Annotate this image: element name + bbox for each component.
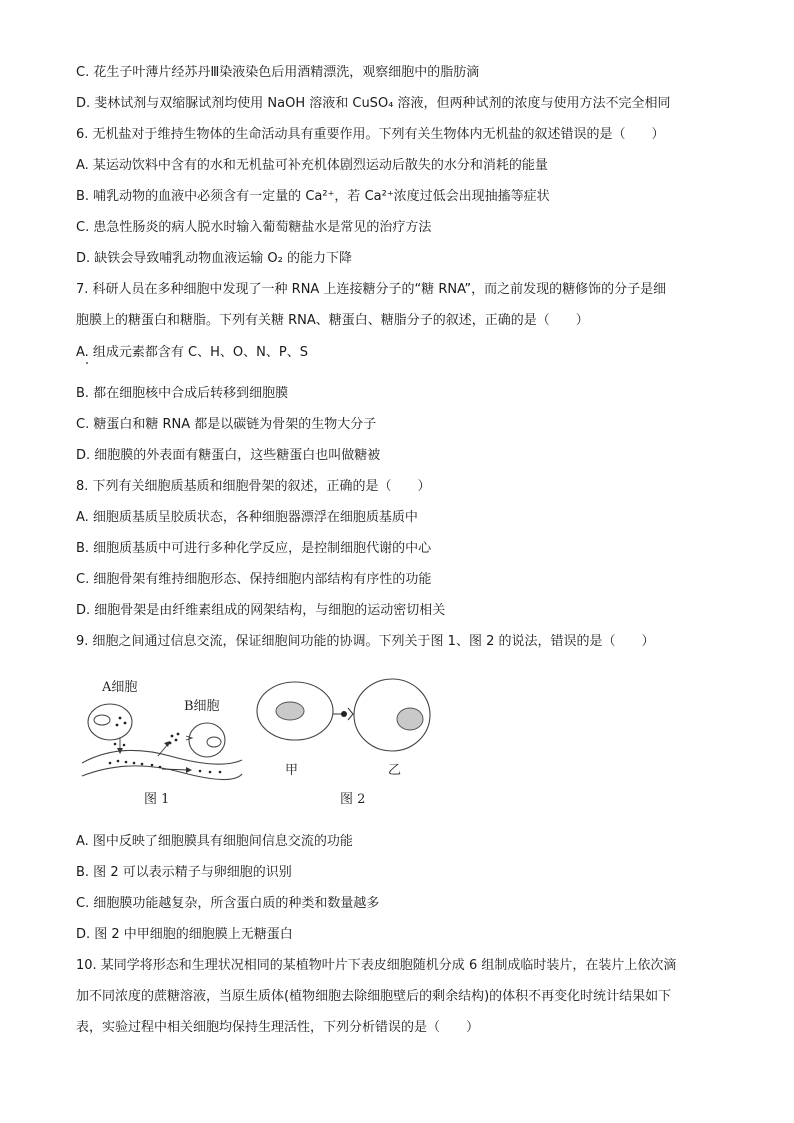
signal-dot [219, 771, 222, 774]
text-line: A. 某运动饮料中含有的水和无机盐可补充机体剧烈运动后散失的水分和消耗的能量 [76, 158, 548, 173]
signal-dot [159, 766, 162, 769]
text-line: B. 都在细胞核中合成后转移到细胞膜 [76, 386, 289, 401]
text-line: A. 细胞质基质呈胶质状态，各种细胞器漂浮在细胞质基质中 [76, 510, 418, 525]
signal-dot [123, 744, 126, 747]
signal-dot [177, 733, 180, 736]
cell-signal-figures [80, 676, 440, 814]
b-cell-label: B细胞 [184, 699, 220, 714]
text-line: C. 糖蛋白和糖 RNA 都是以碳链为骨架的生物大分子 [76, 417, 377, 432]
figures-area [80, 676, 440, 814]
yi-receptor [348, 708, 353, 720]
text-line: C. 细胞膜功能越复杂，所含蛋白质的种类和数量越多 [76, 896, 380, 911]
stray-dot [86, 362, 88, 364]
text-line: 8. 下列有关细胞质基质和细胞骨架的叙述，正确的是（ ） [76, 479, 431, 494]
signal-dot [175, 739, 178, 742]
text-line: A. 组成元素都含有 C、H、O、N、P、S [76, 345, 308, 360]
jia-nucleus [276, 702, 304, 720]
text-line: 10. 某同学将形态和生理状况相同的某植物叶片下表皮细胞随机分成 6 组制成临时装片，在装片上依次滴 [76, 958, 677, 973]
signal-dot [199, 770, 202, 773]
figure-2 [257, 679, 430, 807]
a-signal-dot [116, 724, 119, 727]
text-line: 9. 细胞之间通过信息交流，保证细胞间功能的协调。下列关于图 1、图 2 的说法，错误的是（ ） [76, 634, 655, 649]
a-cell-nucleus [94, 715, 110, 725]
signal-dot [133, 762, 136, 765]
figure-1 [82, 680, 242, 807]
a-signal-dot [119, 717, 122, 720]
yi-label: 乙 [388, 763, 402, 778]
text-line: C. 细胞骨架有维持细胞形态、保持细胞内部结构有序性的功能 [76, 572, 432, 587]
text-line: D. 细胞膜的外表面有糖蛋白，这些糖蛋白也叫做糖被 [76, 448, 381, 463]
flow-arrow [162, 769, 188, 770]
blood-vessel-lower-wall [82, 766, 242, 780]
a-cell-label: A细胞 [102, 680, 138, 695]
blood-vessel-upper-wall [82, 750, 242, 764]
figure-2-caption: 图 2 [340, 792, 366, 807]
yi-nucleus [397, 708, 423, 730]
text-line: D. 图 2 中甲细胞的细胞膜上无糖蛋白 [76, 927, 293, 942]
signal-dot [117, 760, 120, 763]
text-line: 胞膜上的糖蛋白和糖脂。下列有关糖 RNA、糖蛋白、糖脂分子的叙述，正确的是（ ） [76, 313, 589, 328]
text-line: B. 细胞质基质中可进行多种化学反应，是控制细胞代谢的中心 [76, 541, 432, 556]
signal-dot [171, 735, 174, 738]
text-line: 6. 无机盐对于维持生物体的生命活动具有重要作用。下列有关生物体内无机盐的叙述错误的是（ ） [76, 127, 665, 142]
text-line: 加不同浓度的蔗糖溶液，当原生质体(植物细胞去除细胞壁后的剩余结构)的体积不再变化时统计结果如下 [76, 989, 672, 1004]
text-line: 7. 科研人员在多种细胞中发现了一种 RNA 上连接糖分子的“糖 RNA”，而之前发现的糖修饰的分子是细 [76, 282, 667, 297]
signal-dot [125, 761, 128, 764]
text-line: C. 花生子叶薄片经苏丹Ⅲ染液染色后用酒精漂洗，观察细胞中的脂肪滴 [76, 65, 480, 80]
signal-dot [151, 764, 154, 767]
text-line: B. 图 2 可以表示精子与卵细胞的识别 [76, 865, 292, 880]
flow-arrow-head [186, 767, 192, 773]
figure-1-caption: 图 1 [144, 792, 170, 807]
signal-molecule [341, 711, 347, 717]
text-line: C. 患急性肠炎的病人脱水时输入葡萄糖盐水是常见的治疗方法 [76, 220, 432, 235]
signal-dot [141, 763, 144, 766]
jia-label: 甲 [285, 763, 299, 778]
a-signal-dot [124, 722, 127, 725]
signal-dot [109, 762, 112, 765]
signal-dot [114, 743, 117, 746]
text-line: A. 图中反映了细胞膜具有细胞间信息交流的功能 [76, 834, 353, 849]
text-line: D. 缺铁会导致哺乳动物血液运输 O₂ 的能力下降 [76, 251, 352, 266]
signal-dot [209, 771, 212, 774]
text-line: 表，实验过程中相关细胞均保持生理活性，下列分析错误的是（ ） [76, 1020, 480, 1035]
text-line: D. 斐林试剂与双缩脲试剂均使用 NaOH 溶液和 CuSO₄ 溶液，但两种试剂的浓度与使用方法不完全相同 [76, 96, 671, 111]
b-cell-nucleus [207, 737, 221, 747]
text-line: B. 哺乳动物的血液中必须含有一定量的 Ca²⁺，若 Ca²⁺浓度过低会出现抽搐等症状 [76, 189, 550, 204]
text-line: D. 细胞骨架是由纤维素组成的网架结构，与细胞的运动密切相关 [76, 603, 446, 618]
